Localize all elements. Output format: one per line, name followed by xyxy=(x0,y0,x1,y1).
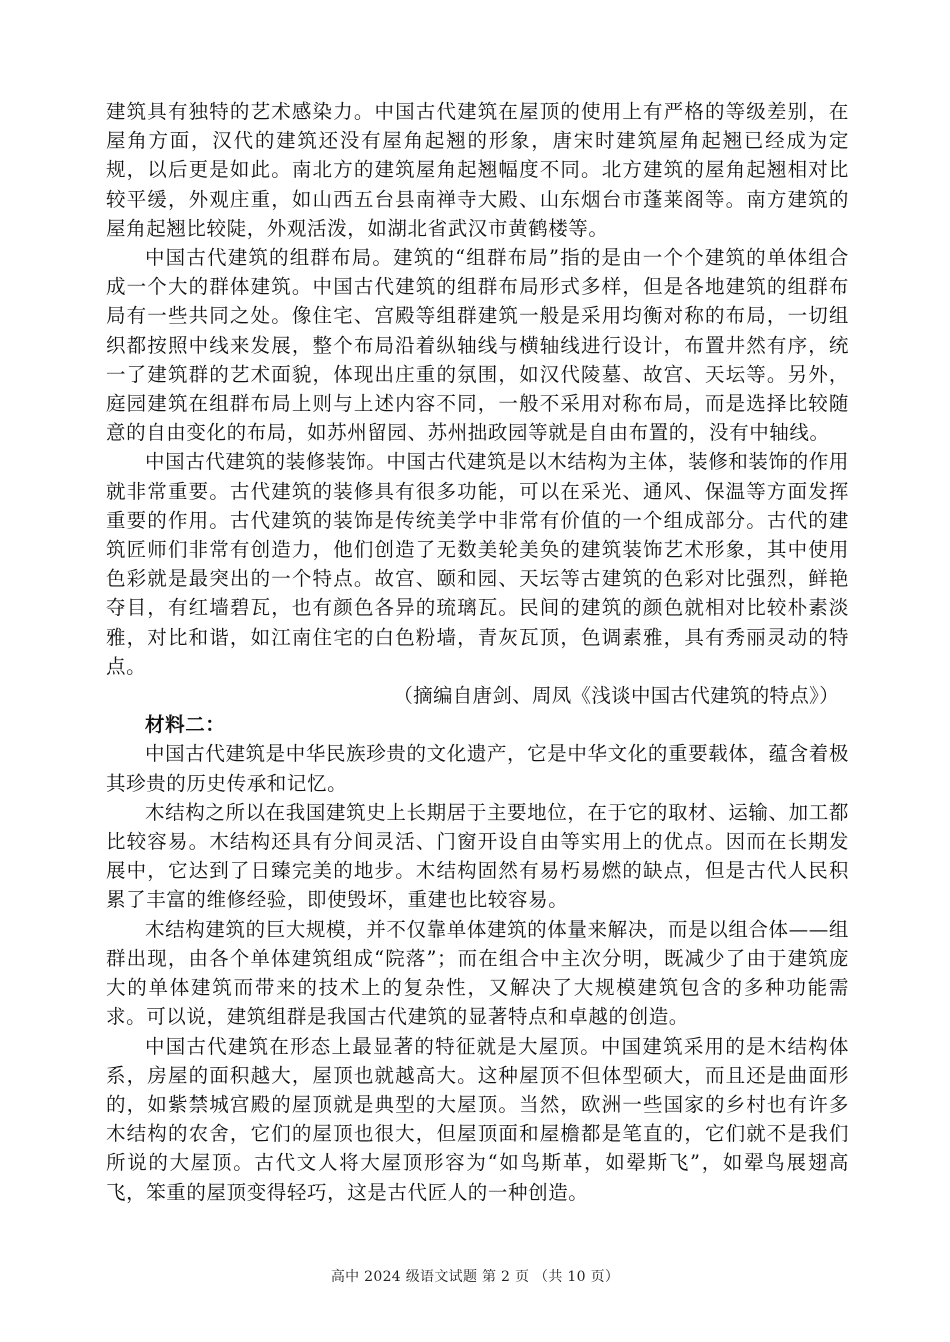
page-footer: 高中 2024 级语文试题 第 2 页 （共 10 页） xyxy=(330,1269,620,1285)
section-title-material-2: 材料二： xyxy=(145,713,226,737)
paragraph-building-groups: 木结构建筑的巨大规模，并不仅靠单体建筑的体量来解决，而是以组合体——组群出现，由各个单体建筑组成“院落”；而在组合中主次分明，既减少了由于建筑庞大的单体建筑而带来的技术上的复杂性，又解决了大规模建筑包含的多种功能需求。可以说，建筑组群是我国古代建筑的显著特点和卓越的创造。 xyxy=(106,917,849,1029)
article-body xyxy=(106,97,849,1207)
paragraph-heritage: 中国古代建筑是中华民族珍贵的文化遗产，它是中华文化的重要载体，蕴含着极其珍贵的历史传承和记忆。 xyxy=(106,742,849,795)
paragraph-big-roof: 中国古代建筑在形态上最显著的特征就是大屋顶。中国建筑采用的是木结构体系，房屋的面积越大，屋顶也就越高大。这种屋顶不但体型硕大，而且还是曲面形的，如紫禁城宫殿的屋顶就是典型的大屋顶。当然，欧洲一些国家的乡村也有许多木结构的农舍，它们的屋顶也很大，但屋顶面和屋檐都是笔直的，它们就不是我们所说的大屋顶。古代文人将大屋顶形容为“如鸟斯革，如翚斯飞”，如翚鸟展翅高飞，笨重的屋顶变得轻巧，这是古代匠人的一种创造。 xyxy=(106,1034,849,1204)
paragraph-wood-structure: 木结构之所以在我国建筑史上长期居于主要地位，在于它的取材、运输、加工都比较容易。木结构还具有分间灵活、门窗开设自由等实用上的优点。因而在长期发展中，它达到了日臻完美的地步。木结构固然有易朽易燃的缺点，但是古代人民积累了丰富的维修经验，即使毁坏，重建也比较容易。 xyxy=(106,800,849,912)
paragraph-group-layout: 中国古代建筑的组群布局。建筑的“组群布局”指的是由一个个建筑的单体组合成一个大的群体建筑。中国古代建筑的组群布局形式多样，但是各地建筑的组群布局有一些共同之处。像住宅、宫殿等组群建筑一般是采用均衡对称的布局，一切组织都按照中线来发展，整个布局沿着纵轴线与横轴线进行设计，布置井然有序，统一了建筑群的艺术面貌，体现出庄重的氛围，如汉代陵墓、故宫、天坛等。另外，庭园建筑在组群布局上则与上述内容不同，一般不采用对称布局，而是选择比较随意的自由变化的布局，如苏州留园、苏州拙政园等就是自由布置的，没有中轴线。 xyxy=(106,246,849,445)
source-citation: （摘编自唐剑、周凤《浅谈中国古代建筑的特点》） xyxy=(393,684,839,708)
paragraph-roof-corners: 建筑具有独特的艺术感染力。中国古代建筑在屋顶的使用上有严格的等级差别，在屋角方面，汉代的建筑还没有屋角起翘的形象，唐宋时建筑屋角起翘已经成为定规，以后更是如此。南北方的建筑屋角起翘幅度不同。北方建筑的屋角起翘相对比较平缓，外观庄重，如山西五台县南禅寺大殿、山东烟台市蓬莱阁等。南方建筑的屋角起翘比较陡，外观活泼，如湖北省武汉市黄鹤楼等。 xyxy=(106,100,849,240)
paragraph-decoration: 中国古代建筑的装修装饰。中国古代建筑是以木结构为主体，装修和装饰的作用就非常重要。古代建筑的装修具有很多功能，可以在采光、通风、保温等方面发挥重要的作用。古代建筑的装饰是传统美学中非常有价值的一个组成部分。古代的建筑匠师们非常有创造力，他们创造了无数美轮美奂的建筑装饰艺术形象，其中使用色彩就是最突出的一个特点。故宫、颐和园、天坛等古建筑的色彩对比强烈，鲜艳夺目，有红墙碧瓦，也有颜色各异的琉璃瓦。民间的建筑的颜色就相对比较朴素淡雅，对比和谐，如江南住宅的白色粉墙，青灰瓦顶，色调素雅，具有秀丽灵动的特点。 xyxy=(106,450,849,678)
